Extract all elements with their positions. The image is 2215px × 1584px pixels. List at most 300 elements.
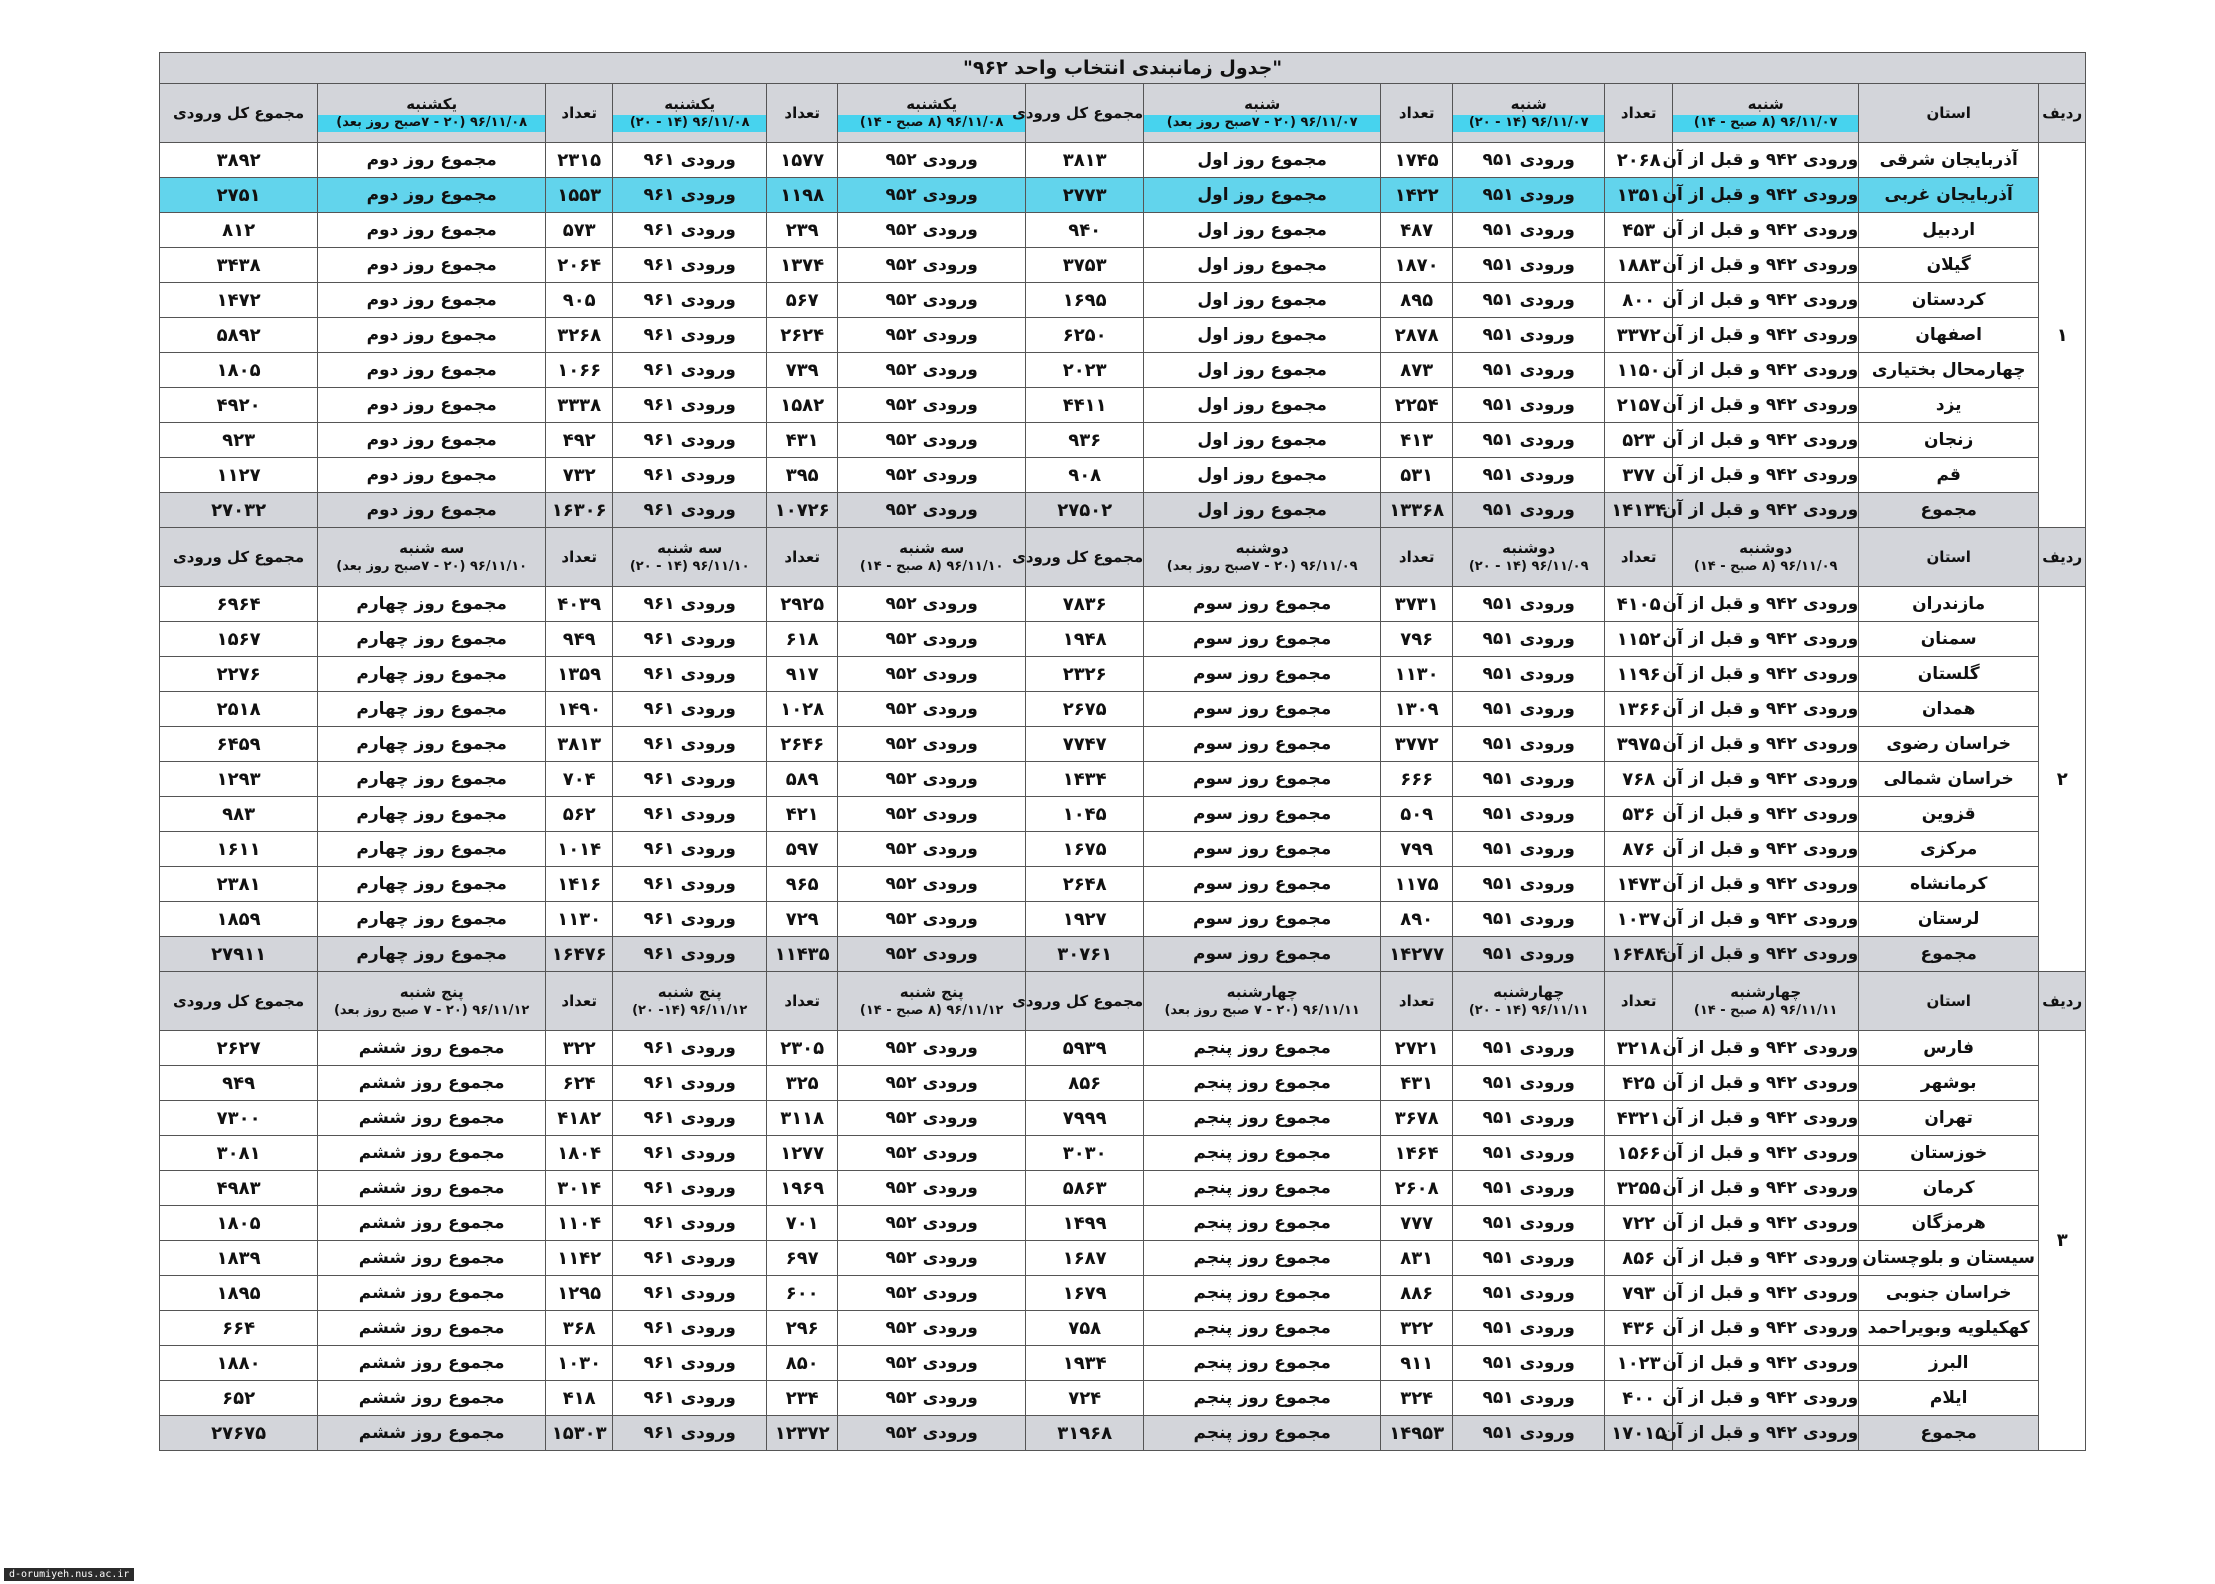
count-cell: ۸۸۶	[1381, 1276, 1453, 1311]
count-cell: ۱۴۷۳	[1605, 867, 1673, 902]
day-sum-label: مجموع روز ششم	[318, 1311, 546, 1346]
group-label: ورودی ۹۵۱	[1453, 1101, 1605, 1136]
count-cell: ۷۷۷	[1381, 1206, 1453, 1241]
count-cell: ۱۴۹۰	[546, 692, 613, 727]
header-c4: تعداد	[767, 84, 838, 143]
group-label: ورودی ۹۵۲	[838, 832, 1026, 867]
province-cell: قزوین	[1859, 797, 2039, 832]
group-label: ورودی ۹۴۲ و قبل از آن	[1673, 692, 1859, 727]
count-cell: ۳۱۱۸	[767, 1101, 838, 1136]
group-label: ورودی ۹۴۲ و قبل از آن	[1673, 1136, 1859, 1171]
day-sum-label: مجموع روز ششم	[318, 1416, 546, 1451]
count-cell: ۳۷۷	[1605, 458, 1673, 493]
header-radif: ردیف	[2039, 84, 2086, 143]
count-cell: ۱۲۹۵	[546, 1276, 613, 1311]
group-label: ورودی ۹۶۱	[613, 283, 767, 318]
count-cell: ۱۵۵۳	[546, 178, 613, 213]
table-row	[160, 1101, 2086, 1136]
count-cell: ۴۸۷	[1381, 213, 1453, 248]
header-day: دوشنبه	[1235, 538, 1289, 557]
province-cell: خراسان رضوی	[1859, 727, 2039, 762]
count-cell: ۱۶۴۸۴	[1605, 937, 1673, 972]
group-label: ورودی ۹۶۱	[613, 493, 767, 528]
group-label: ورودی ۹۴۲ و قبل از آن	[1673, 248, 1859, 283]
header-d2	[1453, 528, 1605, 587]
day-total-cell: ۹۲۳	[160, 423, 318, 458]
count-cell: ۱۲۳۷۲	[767, 1416, 838, 1451]
count-cell: ۲۰۶۸	[1605, 143, 1673, 178]
province-cell: خراسان شمالی	[1859, 762, 2039, 797]
day-sum-label: مجموع روز پنجم	[1144, 1031, 1381, 1066]
day-total-cell: ۹۸۳	[160, 797, 318, 832]
day-total-cell: ۲۵۱۸	[160, 692, 318, 727]
header-time-slot: ۹۶/۱۱/۱۰ (۱۴ - ۲۰)	[629, 559, 750, 575]
count-cell: ۱۱۳۰	[1381, 657, 1453, 692]
group-label: ورودی ۹۴۲ و قبل از آن	[1673, 388, 1859, 423]
header-d3	[1144, 84, 1381, 143]
count-cell: ۱۳۳۶۸	[1381, 493, 1453, 528]
group-label: ورودی ۹۵۱	[1453, 353, 1605, 388]
count-cell: ۴۱۰۵	[1605, 587, 1673, 622]
group-label: ورودی ۹۵۲	[838, 1381, 1026, 1416]
count-cell: ۶۲۴	[546, 1066, 613, 1101]
day-sum-label: مجموع روز چهارم	[318, 727, 546, 762]
day-sum-label: مجموع روز ششم	[318, 1241, 546, 1276]
group-label: ورودی ۹۵۲	[838, 797, 1026, 832]
header-time-slot: ۹۶/۱۱/۱۰ (۲۰ - ۷صبح روز بعد)	[336, 559, 528, 575]
count-cell: ۱۱۵۲	[1605, 622, 1673, 657]
day-total-cell: ۱۸۰۵	[160, 353, 318, 388]
count-cell: ۱۳۵۱	[1605, 178, 1673, 213]
count-cell: ۳۷۳۱	[1381, 587, 1453, 622]
header-day: یکشنبه	[406, 94, 458, 113]
day-sum-label: مجموع روز سوم	[1144, 902, 1381, 937]
group-label: ورودی ۹۵۱	[1453, 1241, 1605, 1276]
province-cell: زنجان	[1859, 423, 2039, 458]
group-label: ورودی ۹۴۲ و قبل از آن	[1673, 1276, 1859, 1311]
group-label: ورودی ۹۶۱	[613, 692, 767, 727]
group-label: ورودی ۹۴۲ و قبل از آن	[1673, 622, 1859, 657]
province-cell: لرستان	[1859, 902, 2039, 937]
count-cell: ۱۰۲۸	[767, 692, 838, 727]
group-label: ورودی ۹۶۱	[613, 902, 767, 937]
group-label: ورودی ۹۴۲ و قبل از آن	[1673, 178, 1859, 213]
group-label: ورودی ۹۵۲	[838, 318, 1026, 353]
table-row	[160, 762, 2086, 797]
group-label: ورودی ۹۴۲ و قبل از آن	[1673, 213, 1859, 248]
group-label: ورودی ۹۴۲ و قبل از آن	[1673, 832, 1859, 867]
count-cell: ۱۴۱۳۴	[1605, 493, 1673, 528]
table-title: "جدول زمانبندی انتخاب واحد ۹۶۲"	[160, 53, 2086, 84]
count-cell: ۸۵۶	[1605, 1241, 1673, 1276]
count-cell: ۱۱۴۳۵	[767, 937, 838, 972]
day-total-cell: ۶۹۶۴	[160, 587, 318, 622]
group-label: ورودی ۹۵۱	[1453, 1276, 1605, 1311]
group-label: ورودی ۹۴۲ و قبل از آن	[1673, 1031, 1859, 1066]
header-day: چهارشنبه	[1493, 982, 1565, 1001]
header-d5	[613, 972, 767, 1031]
count-cell: ۸۹۵	[1381, 283, 1453, 318]
group-label: ورودی ۹۵۱	[1453, 867, 1605, 902]
day-total-cell: ۷۵۸	[1026, 1311, 1144, 1346]
table-row	[160, 692, 2086, 727]
day-sum-label: مجموع روز پنجم	[1144, 1136, 1381, 1171]
count-cell: ۱۱۰۴	[546, 1206, 613, 1241]
province-cell: گلستان	[1859, 657, 2039, 692]
count-cell: ۷۰۴	[546, 762, 613, 797]
group-label: ورودی ۹۴۲ و قبل از آن	[1673, 1311, 1859, 1346]
day-total-cell: ۲۶۲۷	[160, 1031, 318, 1066]
header-c5: تعداد	[546, 972, 613, 1031]
count-cell: ۴۳۱	[767, 423, 838, 458]
province-cell: ایلام	[1859, 1381, 2039, 1416]
table-row	[160, 1066, 2086, 1101]
day-sum-label: مجموع روز ششم	[318, 1136, 546, 1171]
province-cell: قم	[1859, 458, 2039, 493]
count-cell: ۶۶۶	[1381, 762, 1453, 797]
count-cell: ۵۹۷	[767, 832, 838, 867]
count-cell: ۲۷۲۱	[1381, 1031, 1453, 1066]
group-label: ورودی ۹۴۲ و قبل از آن	[1673, 143, 1859, 178]
count-cell: ۵۲۳	[1605, 423, 1673, 458]
group-label: ورودی ۹۶۱	[613, 388, 767, 423]
province-cell: تهران	[1859, 1101, 2039, 1136]
count-cell: ۴۵۳	[1605, 213, 1673, 248]
count-cell: ۷۳۲	[546, 458, 613, 493]
count-cell: ۵۶۲	[546, 797, 613, 832]
header-time-slot: ۹۶/۱۱/۱۲ (۸ صبح - ۱۴)	[859, 1003, 1004, 1019]
count-cell: ۹۶۵	[767, 867, 838, 902]
table-row	[160, 143, 2086, 178]
day-total-cell: ۶۴۵۹	[160, 727, 318, 762]
header-day: سه شنبه	[399, 538, 465, 557]
group-label: ورودی ۹۵۲	[838, 388, 1026, 423]
group-label: ورودی ۹۶۱	[613, 1066, 767, 1101]
group-label: ورودی ۹۵۲	[838, 727, 1026, 762]
day-sum-label: مجموع روز اول	[1144, 213, 1381, 248]
day-total-cell: ۴۹۲۰	[160, 388, 318, 423]
group-label: ورودی ۹۵۲	[838, 587, 1026, 622]
day-sum-label: مجموع روز پنجم	[1144, 1311, 1381, 1346]
group-label: ورودی ۹۶۱	[613, 213, 767, 248]
group-label: ورودی ۹۶۱	[613, 1136, 767, 1171]
group-label: ورودی ۹۴۲ و قبل از آن	[1673, 1241, 1859, 1276]
count-cell: ۳۳۳۸	[546, 388, 613, 423]
count-cell: ۷۲۹	[767, 902, 838, 937]
day-sum-label: مجموع روز چهارم	[318, 832, 546, 867]
group-label: ورودی ۹۴۲ و قبل از آن	[1673, 902, 1859, 937]
count-cell: ۵۶۷	[767, 283, 838, 318]
day-sum-label: مجموع روز اول	[1144, 458, 1381, 493]
day-sum-label: مجموع روز ششم	[318, 1066, 546, 1101]
count-cell: ۳۳۷۲	[1605, 318, 1673, 353]
count-cell: ۱۸۰۴	[546, 1136, 613, 1171]
day-total-cell: ۵۹۳۹	[1026, 1031, 1144, 1066]
group-label: ورودی ۹۶۱	[613, 458, 767, 493]
day-total-cell: ۳۸۹۲	[160, 143, 318, 178]
province-cell: کرمانشاه	[1859, 867, 2039, 902]
group-label: ورودی ۹۶۱	[613, 1311, 767, 1346]
group-label: ورودی ۹۵۱	[1453, 1416, 1605, 1451]
count-cell: ۱۸۸۳	[1605, 248, 1673, 283]
header-c1: تعداد	[1605, 528, 1673, 587]
count-cell: ۱۰۶۶	[546, 353, 613, 388]
table-row	[160, 353, 2086, 388]
count-cell: ۳۹۵	[767, 458, 838, 493]
section-header-row	[160, 972, 2086, 1031]
group-label: ورودی ۹۵۲	[838, 937, 1026, 972]
group-label: ورودی ۹۵۱	[1453, 1311, 1605, 1346]
table-row	[160, 902, 2086, 937]
count-cell: ۲۳۱۵	[546, 143, 613, 178]
day-sum-label: مجموع روز چهارم	[318, 867, 546, 902]
header-c5: تعداد	[546, 528, 613, 587]
count-cell: ۵۳۱	[1381, 458, 1453, 493]
schedule-table	[159, 52, 2086, 1451]
group-label: ورودی ۹۴۲ و قبل از آن	[1673, 867, 1859, 902]
day-sum-label: مجموع روز دوم	[318, 178, 546, 213]
province-cell: مازندران	[1859, 587, 2039, 622]
day-sum-label: مجموع روز اول	[1144, 353, 1381, 388]
group-label: ورودی ۹۵۲	[838, 423, 1026, 458]
province-cell: کردستان	[1859, 283, 2039, 318]
count-cell: ۶۱۸	[767, 622, 838, 657]
group-label: ورودی ۹۵۲	[838, 762, 1026, 797]
day-sum-label: مجموع روز ششم	[318, 1206, 546, 1241]
day-sum-label: مجموع روز اول	[1144, 178, 1381, 213]
day-sum-label: مجموع روز دوم	[318, 318, 546, 353]
group-label: ورودی ۹۵۱	[1453, 1381, 1605, 1416]
count-cell: ۴۱۸۲	[546, 1101, 613, 1136]
table-row	[160, 318, 2086, 353]
header-d5	[613, 84, 767, 143]
table-row	[160, 622, 2086, 657]
count-cell: ۱۲۷۷	[767, 1136, 838, 1171]
group-label: ورودی ۹۵۱	[1453, 388, 1605, 423]
table-row	[160, 1346, 2086, 1381]
header-time-slot: ۹۶/۱۱/۰۸ (۱۴ - ۲۰)	[613, 115, 766, 131]
group-label: ورودی ۹۵۲	[838, 143, 1026, 178]
group-label: ورودی ۹۶۱	[613, 762, 767, 797]
day-total-cell: ۹۴۰	[1026, 213, 1144, 248]
group-label: ورودی ۹۵۱	[1453, 213, 1605, 248]
group-label: ورودی ۹۵۲	[838, 1101, 1026, 1136]
header-ostan: استان	[1859, 84, 2039, 143]
count-cell: ۳۲۵۵	[1605, 1171, 1673, 1206]
group-label: ورودی ۹۶۱	[613, 587, 767, 622]
group-label: ورودی ۹۴۲ و قبل از آن	[1673, 797, 1859, 832]
group-label: ورودی ۹۵۱	[1453, 423, 1605, 458]
day-sum-label: مجموع روز دوم	[318, 283, 546, 318]
header-radif: ردیف	[2039, 528, 2086, 587]
day-total-cell: ۱۶۱۱	[160, 832, 318, 867]
count-cell: ۱۰۷۲۶	[767, 493, 838, 528]
count-cell: ۱۹۶۹	[767, 1171, 838, 1206]
group-label: ورودی ۹۴۲ و قبل از آن	[1673, 1101, 1859, 1136]
count-cell: ۱۷۴۵	[1381, 143, 1453, 178]
count-cell: ۳۶۸	[546, 1311, 613, 1346]
day-sum-label: مجموع روز سوم	[1144, 867, 1381, 902]
table-row	[160, 213, 2086, 248]
day-total-cell: ۱۴۹۹	[1026, 1206, 1144, 1241]
day-sum-label: مجموع روز دوم	[318, 493, 546, 528]
day-total-cell: ۵۸۹۲	[160, 318, 318, 353]
count-cell: ۸۳۱	[1381, 1241, 1453, 1276]
count-cell: ۷۰۱	[767, 1206, 838, 1241]
section-header-row	[160, 84, 2086, 143]
group-label: ورودی ۹۶۱	[613, 1416, 767, 1451]
count-cell: ۱۰۱۴	[546, 832, 613, 867]
count-cell: ۲۳۰۵	[767, 1031, 838, 1066]
group-number: ۳	[2039, 1031, 2086, 1451]
header-c4: تعداد	[767, 972, 838, 1031]
count-cell: ۳۲۲	[1381, 1311, 1453, 1346]
day-sum-label: مجموع روز اول	[1144, 248, 1381, 283]
count-cell: ۸۰۰	[1605, 283, 1673, 318]
header-d6	[318, 972, 546, 1031]
day-sum-label: مجموع روز ششم	[318, 1381, 546, 1416]
day-sum-label: مجموع روز پنجم	[1144, 1101, 1381, 1136]
count-cell: ۱۳۷۴	[767, 248, 838, 283]
header-time-slot: ۹۶/۱۱/۱۱ (۸ صبح - ۱۴)	[1693, 1003, 1838, 1019]
day-total-cell: ۳۰۸۱	[160, 1136, 318, 1171]
table-row	[160, 178, 2086, 213]
header-d1	[1673, 84, 1859, 143]
province-cell: بوشهر	[1859, 1066, 2039, 1101]
count-cell: ۴۰۳۹	[546, 587, 613, 622]
count-cell: ۱۱۹۶	[1605, 657, 1673, 692]
day-total-cell: ۱۵۶۷	[160, 622, 318, 657]
group-label: ورودی ۹۵۲	[838, 283, 1026, 318]
count-cell: ۱۳۵۹	[546, 657, 613, 692]
count-cell: ۳۹۷۵	[1605, 727, 1673, 762]
group-label: ورودی ۹۵۲	[838, 692, 1026, 727]
section-header-row	[160, 528, 2086, 587]
header-c2: تعداد	[1381, 84, 1453, 143]
count-cell: ۳۲۴	[1381, 1381, 1453, 1416]
day-total-cell: ۹۰۸	[1026, 458, 1144, 493]
count-cell: ۱۴۱۶	[546, 867, 613, 902]
group-label: ورودی ۹۵۱	[1453, 622, 1605, 657]
header-d2	[1453, 972, 1605, 1031]
header-c1: تعداد	[1605, 84, 1673, 143]
count-cell: ۲۹۶	[767, 1311, 838, 1346]
day-sum-label: مجموع روز دوم	[318, 353, 546, 388]
day-sum-label: مجموع روز چهارم	[318, 657, 546, 692]
group-label: ورودی ۹۵۲	[838, 178, 1026, 213]
group-label: ورودی ۹۴۲ و قبل از آن	[1673, 1206, 1859, 1241]
group-label: ورودی ۹۴۲ و قبل از آن	[1673, 1171, 1859, 1206]
header-day: شنبه	[1747, 94, 1784, 113]
group-label: ورودی ۹۵۲	[838, 1031, 1026, 1066]
count-cell: ۵۷۳	[546, 213, 613, 248]
province-cell: فارس	[1859, 1031, 2039, 1066]
day-total-cell: ۱۸۸۰	[160, 1346, 318, 1381]
day-sum-label: مجموع روز دوم	[318, 213, 546, 248]
header-time-slot: ۹۶/۱۱/۱۱ (۱۴ - ۲۰)	[1468, 1003, 1589, 1019]
count-cell: ۱۰۲۳	[1605, 1346, 1673, 1381]
day-sum-label: مجموع روز سوم	[1144, 657, 1381, 692]
day-sum-label: مجموع روز سوم	[1144, 797, 1381, 832]
count-cell: ۸۵۰	[767, 1346, 838, 1381]
day-sum-label: مجموع روز ششم	[318, 1031, 546, 1066]
day-total-cell: ۸۱۲	[160, 213, 318, 248]
group-label: ورودی ۹۵۲	[838, 1241, 1026, 1276]
count-cell: ۱۱۴۲	[546, 1241, 613, 1276]
group-label: ورودی ۹۵۲	[838, 622, 1026, 657]
day-total-cell: ۱۲۹۳	[160, 762, 318, 797]
group-label: ورودی ۹۵۱	[1453, 283, 1605, 318]
day-sum-label: مجموع روز اول	[1144, 493, 1381, 528]
day-total-cell: ۱۹۲۷	[1026, 902, 1144, 937]
province-cell: خوزستان	[1859, 1136, 2039, 1171]
count-cell: ۵۰۹	[1381, 797, 1453, 832]
day-sum-label: مجموع روز پنجم	[1144, 1416, 1381, 1451]
count-cell: ۱۵۷۷	[767, 143, 838, 178]
group-label: ورودی ۹۵۲	[838, 1066, 1026, 1101]
count-cell: ۱۳۰۹	[1381, 692, 1453, 727]
day-sum-label: مجموع روز اول	[1144, 388, 1381, 423]
day-sum-label: مجموع روز ششم	[318, 1276, 546, 1311]
total-row	[160, 493, 2086, 528]
count-cell: ۹۱۷	[767, 657, 838, 692]
count-cell: ۱۷۰۱۵	[1605, 1416, 1673, 1451]
table-row	[160, 832, 2086, 867]
province-cell: خراسان جنوبی	[1859, 1276, 2039, 1311]
group-label: ورودی ۹۵۱	[1453, 1206, 1605, 1241]
day-total-cell: ۱۶۸۷	[1026, 1241, 1144, 1276]
count-cell: ۱۳۶۶	[1605, 692, 1673, 727]
group-number: ۲	[2039, 587, 2086, 972]
day-total-cell: ۴۹۸۳	[160, 1171, 318, 1206]
province-cell: همدان	[1859, 692, 2039, 727]
header-day: یکشنبه	[664, 94, 716, 113]
count-cell: ۱۱۵۰	[1605, 353, 1673, 388]
table-row	[160, 283, 2086, 318]
count-cell: ۹۱۱	[1381, 1346, 1453, 1381]
header-sum1: مجموع کل ورودی	[1026, 84, 1144, 143]
count-cell: ۷۹۹	[1381, 832, 1453, 867]
group-label: ورودی ۹۶۱	[613, 937, 767, 972]
header-c1: تعداد	[1605, 972, 1673, 1031]
header-d4	[838, 528, 1026, 587]
header-c5: تعداد	[546, 84, 613, 143]
table-row	[160, 1136, 2086, 1171]
day-sum-label: مجموع روز چهارم	[318, 937, 546, 972]
group-label: ورودی ۹۵۲	[838, 1276, 1026, 1311]
day-total-cell: ۲۰۲۳	[1026, 353, 1144, 388]
header-day: دوشنبه	[1739, 538, 1793, 557]
count-cell: ۱۱۹۸	[767, 178, 838, 213]
province-cell: آذربایجان غربی	[1859, 178, 2039, 213]
group-label: ورودی ۹۶۱	[613, 622, 767, 657]
group-label: ورودی ۹۵۲	[838, 902, 1026, 937]
group-label: ورودی ۹۶۱	[613, 1276, 767, 1311]
count-cell: ۴۲۵	[1605, 1066, 1673, 1101]
group-label: ورودی ۹۴۲ و قبل از آن	[1673, 1066, 1859, 1101]
header-time-slot: ۹۶/۱۱/۰۸ (۲۰ - ۷صبح روز بعد)	[318, 115, 545, 131]
header-time-slot: ۹۶/۱۱/۰۷ (۱۴ - ۲۰)	[1453, 115, 1604, 131]
group-label: ورودی ۹۵۲	[838, 1311, 1026, 1346]
day-total-cell: ۷۳۰۰	[160, 1101, 318, 1136]
day-total-cell: ۱۹۳۴	[1026, 1346, 1144, 1381]
group-label: ورودی ۹۵۲	[838, 458, 1026, 493]
day-total-cell: ۸۵۶	[1026, 1066, 1144, 1101]
header-sum2: مجموع کل ورودی	[160, 84, 318, 143]
group-label: ورودی ۹۶۱	[613, 1171, 767, 1206]
province-cell: گیلان	[1859, 248, 2039, 283]
count-cell: ۵۳۶	[1605, 797, 1673, 832]
